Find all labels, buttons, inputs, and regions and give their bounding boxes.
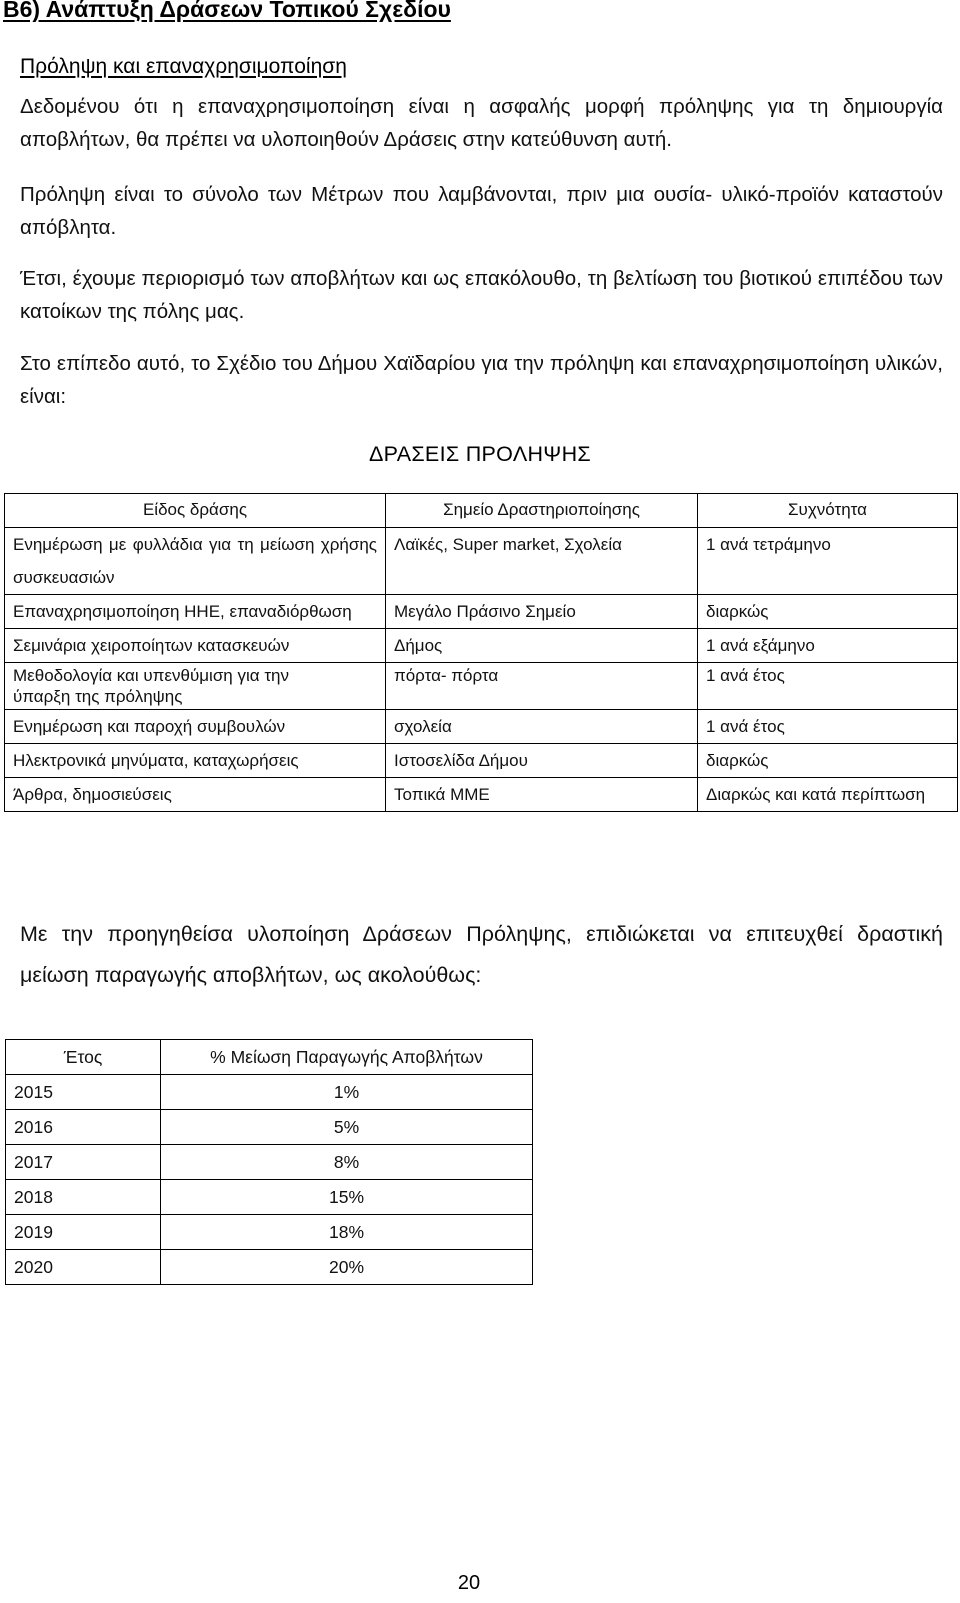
table-row (5, 663, 958, 710)
location-cell: σχολεία (386, 710, 698, 744)
frequency-cell: 1 ανά έτος (698, 710, 958, 744)
reduction-cell: 15% (161, 1180, 533, 1215)
reduction-cell: 8% (161, 1145, 533, 1180)
action-cell: Μεθοδολογία και υπενθύμιση για την ύπαρξη της πρόληψης (5, 663, 386, 710)
year-cell: 2016 (6, 1110, 161, 1145)
location-cell: Δήμος (386, 629, 698, 663)
action-cell: Σεμινάρια χειροποίητων κατασκευών (5, 629, 386, 663)
table-row (5, 629, 958, 663)
paragraph-reuse: Δεδομένου ότι η επαναχρησιμοποίηση είναι η ασφαλής μορφή πρόληψης για τη δημιουργία αποβλήτων, θα πρέπει να υλοποιηθούν Δράσεις στην κατεύθυνση αυτή. (20, 95, 943, 151)
column-header-reduction: % Μείωση Παραγωγής Αποβλήτων (161, 1040, 533, 1075)
frequency-cell: 1 ανά τετράμηνο (698, 528, 958, 595)
table-header-row (5, 494, 958, 528)
action-text: Ενημέρωση με φυλλάδια για τη μείωση χρήσης συσκευασιών (13, 535, 377, 587)
reduction-cell: 5% (161, 1110, 533, 1145)
reduction-cell: 1% (161, 1075, 533, 1110)
column-header-frequency: Συχνότητα (698, 494, 958, 528)
prevention-actions-table (4, 493, 958, 812)
year-cell: 2020 (6, 1250, 161, 1285)
action-cell: Άρθρα, δημοσιεύσεις (5, 778, 386, 812)
location-cell: Λαϊκές, Super market, Σχολεία (386, 528, 698, 595)
column-header-action-type: Είδος δράσης (5, 494, 386, 528)
table-row (5, 595, 958, 629)
table-row (6, 1215, 533, 1250)
paragraph-municipal-plan: Στο επίπεδο αυτό, το Σχέδιο του Δήμου Χαϊδαρίου για την πρόληψη και επαναχρησιμοποίηση υλικών, είναι: (20, 352, 943, 408)
location-cell: Μεγάλο Πράσινο Σημείο (386, 595, 698, 629)
action-cell: Επαναχρησιμοποίηση ΗΗΕ, επαναδιόρθωση (5, 595, 386, 629)
year-cell: 2017 (6, 1145, 161, 1180)
year-cell: 2019 (6, 1215, 161, 1250)
section-title: Β6) Ανάπτυξη Δράσεων Τοπικού Σχεδίου (3, 0, 451, 22)
year-cell: 2015 (6, 1075, 161, 1110)
frequency-cell: διαρκώς (698, 744, 958, 778)
table-row (5, 744, 958, 778)
reduction-cell: 18% (161, 1215, 533, 1250)
subsection-title: Πρόληψη και επαναχρησιμοποίηση (20, 55, 347, 78)
table-row (6, 1145, 533, 1180)
table-row (6, 1110, 533, 1145)
action-cell: Ηλεκτρονικά μηνύματα, καταχωρήσεις (5, 744, 386, 778)
paragraph-prevention-definition: Πρόληψη είναι το σύνολο των Μέτρων που λαμβάνονται, πριν μια ουσία- υλικό-προϊόν καταστούν απόβλητα. (20, 183, 943, 239)
table-row (6, 1180, 533, 1215)
frequency-cell: 1 ανά έτος (698, 663, 958, 710)
frequency-cell: 1 ανά εξάμηνο (698, 629, 958, 663)
frequency-cell: Διαρκώς και κατά περίπτωση (698, 778, 958, 812)
waste-reduction-table (5, 1039, 533, 1285)
page-number: 20 (457, 1572, 481, 1594)
table-row (5, 528, 958, 595)
action-cell: Ενημέρωση και παροχή συμβουλών (5, 710, 386, 744)
table-row (5, 710, 958, 744)
location-cell: Ιστοσελίδα Δήμου (386, 744, 698, 778)
table-header-row (6, 1040, 533, 1075)
table-row (6, 1250, 533, 1285)
reduction-cell: 20% (161, 1250, 533, 1285)
table-row (5, 778, 958, 812)
location-cell: πόρτα- πόρτα (386, 663, 698, 710)
location-cell: Τοπικά ΜΜΕ (386, 778, 698, 812)
column-header-location: Σημείο Δραστηριοποίησης (386, 494, 698, 528)
frequency-cell: διαρκώς (698, 595, 958, 629)
year-cell: 2018 (6, 1180, 161, 1215)
closing-paragraph: Με την προηγηθείσα υλοποίηση Δράσεων Πρόληψης, επιδιώκεται να επιτευχθεί δραστική μείωση παραγωγής αποβλήτων, ως ακολούθως: (20, 922, 943, 987)
table-row (6, 1075, 533, 1110)
column-header-year: Έτος (6, 1040, 161, 1075)
paragraph-waste-limitation: Έτσι, έχουμε περιορισμό των αποβλήτων και ως επακόλουθο, τη βελτίωση του βιοτικού επιπέδου των κατοίκων της πόλης μας. (20, 267, 943, 323)
action-cell (5, 528, 386, 595)
actions-heading: ΔΡΑΣΕΙΣ ΠΡΟΛΗΨΗΣ (369, 442, 591, 466)
